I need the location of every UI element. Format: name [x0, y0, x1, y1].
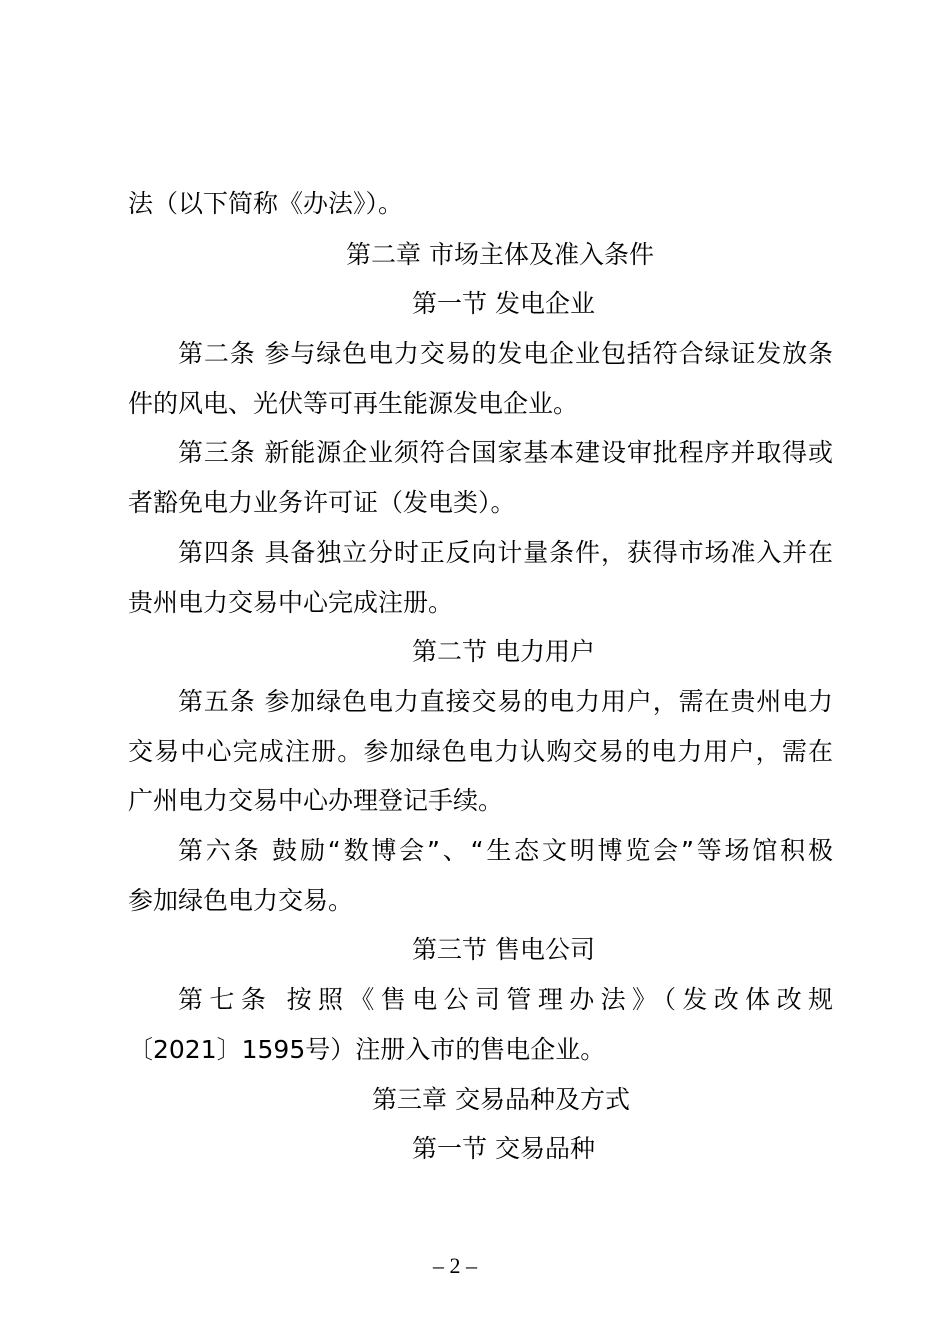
paragraph-line: 法（以下简称《办法》）。	[128, 189, 404, 218]
section-heading: 第二节 电力用户	[412, 637, 595, 666]
article-line: 第六条 鼓励“数博会”、“生态文明博览会”等场馆积极	[178, 836, 833, 865]
article-line: 第二条 参与绿色电力交易的发电企业包括符合绿证发放条	[178, 339, 833, 368]
article-line: 件的风电、光伏等可再生能源发电企业。	[128, 389, 579, 418]
section-heading: 第一节 发电企业	[412, 289, 595, 318]
article-line: 〔2021〕1595号）注册入市的售电企业。	[128, 1035, 606, 1064]
chapter-heading: 第二章 市场主体及准入条件	[346, 240, 654, 269]
section-heading: 第三节 售电公司	[412, 935, 595, 964]
article-line: 第三条 新能源企业须符合国家基本建设审批程序并取得或	[178, 438, 833, 467]
article-line: 参加绿色电力交易。	[128, 886, 354, 915]
article-line: 第五条 参加绿色电力直接交易的电力用户，需在贵州电力	[178, 687, 833, 716]
article-line: 第四条 具备独立分时正反向计量条件，获得市场准入并在	[178, 538, 833, 567]
section-heading: 第一节 交易品种	[412, 1134, 595, 1163]
article-line: 者豁免电力业务许可证（发电类）。	[128, 488, 516, 517]
article-line: 广州电力交易中心办理登记手续。	[128, 786, 504, 815]
page-number: – 2 –	[433, 1253, 477, 1278]
article-line: 贵州电力交易中心完成注册。	[128, 588, 454, 617]
chapter-heading: 第三章 交易品种及方式	[372, 1085, 630, 1114]
article-line: 第七条 按照《售电公司管理办法》（发改体改规	[178, 985, 833, 1014]
article-line: 交易中心完成注册。参加绿色电力认购交易的电力用户，需在	[128, 737, 833, 766]
